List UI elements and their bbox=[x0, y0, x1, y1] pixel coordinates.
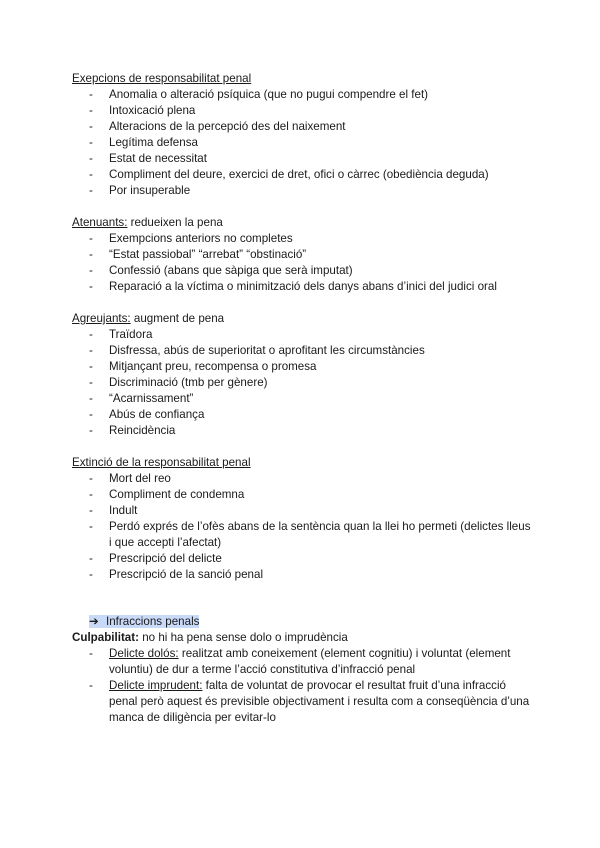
list-item: - Discriminació (tmb per gènere) bbox=[89, 376, 268, 389]
list-item: - Delicte dolós: realitzat amb coneixement (element cognitiu) i voluntat (element voluntiu) de dur a terme l’acció constitutiva d’infracció penal bbox=[89, 647, 511, 676]
mitigating-heading: Atenuants: bbox=[72, 216, 128, 229]
list-item: - Por insuperable bbox=[89, 184, 191, 197]
section-exceptions bbox=[72, 71, 532, 199]
list-item: - Disfressa, abús de superioritat o aprofitant les circumstàncies bbox=[89, 344, 425, 357]
infractions-highlight bbox=[89, 615, 199, 628]
culpability-list bbox=[72, 646, 532, 726]
list-item: - Estat de necessitat bbox=[89, 152, 207, 165]
section-aggravating bbox=[72, 311, 532, 439]
list-item: - Traïdora bbox=[89, 328, 153, 341]
list-item: - Mort del reo bbox=[89, 472, 171, 485]
list-item: - Legítima defensa bbox=[89, 136, 198, 149]
mitigating-list bbox=[72, 231, 532, 295]
list-item: - “Estat passiobal” “arrebat” “obstinació” bbox=[89, 248, 307, 261]
mitigating-heading-rest: redueixen la pena bbox=[127, 216, 223, 229]
list-item: - Mitjançant preu, recompensa o promesa bbox=[89, 360, 317, 373]
list-item: - Exempcions anteriors no completes bbox=[89, 232, 293, 245]
negligent-term: Delicte imprudent: bbox=[109, 679, 203, 692]
section-infractions bbox=[72, 614, 532, 726]
aggravating-heading: Agreujants: bbox=[72, 312, 131, 325]
list-item: - Prescripció del delicte bbox=[89, 552, 222, 565]
list-item: - Delicte imprudent: falta de voluntat de provocar el resultat fruit d’una infracció penal però aquest és previsible objectivament i resulta com a conseqüència d’una manca de diligència per evitar-lo bbox=[89, 679, 530, 724]
infractions-title: Infraccions penals bbox=[106, 615, 200, 628]
list-item: - Anomalia o alteració psíquica (que no pugui compendre el fet) bbox=[89, 88, 429, 101]
arrow-right-icon: ➔ bbox=[89, 615, 99, 628]
list-item: - Intoxicació plena bbox=[89, 104, 196, 117]
exceptions-list bbox=[72, 87, 532, 199]
culpability-label: Culpabilitat: bbox=[72, 631, 139, 644]
section-extinction bbox=[72, 455, 532, 583]
list-item: - Confessió (abans que sàpiga que serà imputat) bbox=[89, 264, 353, 277]
list-item: - Prescripció de la sanció penal bbox=[89, 568, 264, 581]
list-item: - Perdó exprés de l’ofès abans de la sentència quan la llei ho permeti (delictes lleus i que accepti l’afectat) bbox=[89, 520, 531, 549]
list-item: - Reparació a la víctima o minimització dels danys abans d’inici del judici oral bbox=[89, 280, 497, 293]
list-item: - Compliment del deure, exercici de dret, ofici o càrrec (obediència deguda) bbox=[89, 168, 489, 181]
culpability-text: no hi ha pena sense dolo o imprudència bbox=[138, 631, 348, 644]
list-item: - Alteracions de la percepció des del naixement bbox=[89, 120, 346, 133]
aggravating-heading-rest: augment de pena bbox=[130, 312, 225, 325]
aggravating-list bbox=[72, 327, 532, 439]
list-item: - “Acarnissament” bbox=[89, 392, 194, 405]
extinction-list bbox=[72, 471, 532, 583]
exceptions-heading: Exepcions de responsabilitat penal bbox=[72, 72, 252, 85]
list-item: - Abús de confiança bbox=[89, 408, 205, 421]
section-mitigating bbox=[72, 215, 532, 295]
list-item: - Indult bbox=[89, 504, 138, 517]
list-item: - Reincidència bbox=[89, 424, 176, 437]
list-item: - Compliment de condemna bbox=[89, 488, 245, 501]
extinction-heading: Extinció de la responsabilitat penal bbox=[72, 456, 251, 469]
intentional-term: Delicte dolós: bbox=[109, 647, 179, 660]
